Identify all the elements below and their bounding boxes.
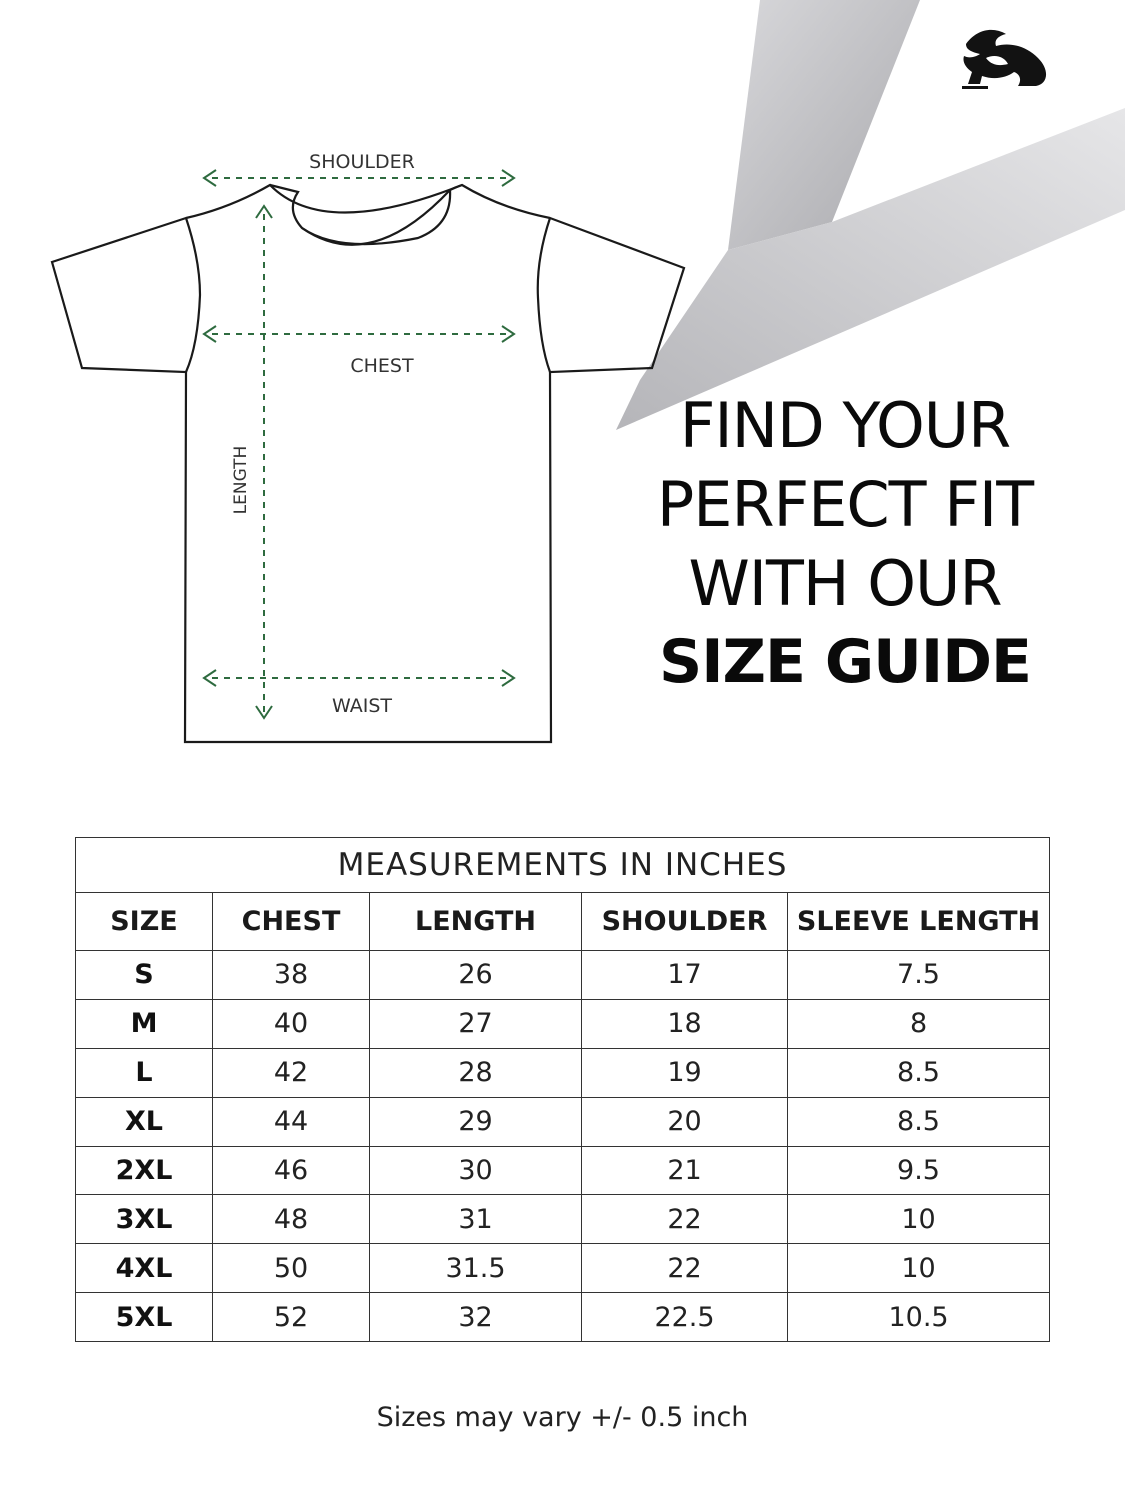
table-row [76,1146,1050,1195]
size-cell: 4XL [76,1244,213,1293]
length-cell: 31 [370,1195,582,1244]
shoulder-cell: 17 [582,951,788,1000]
tshirt-outline [52,185,684,742]
rabbit-logo-icon [958,24,1054,90]
chest-label: CHEST [350,355,414,377]
waist-label: WAIST [331,695,393,717]
headline-line-1: FIND YOUR [679,389,1011,462]
shoulder-cell: 22 [582,1195,788,1244]
length-cell: 32 [370,1293,582,1342]
sleeve-length-cell: 10 [788,1244,1050,1293]
shoulder-cell: 20 [582,1097,788,1146]
size-cell: 3XL [76,1195,213,1244]
headline [640,386,1050,702]
sleeve-length-cell: 10.5 [788,1293,1050,1342]
shoulder-cell: 18 [582,999,788,1048]
chest-cell: 52 [213,1293,370,1342]
size-chart-table [75,837,1050,1342]
chest-cell: 40 [213,999,370,1048]
length-cell: 29 [370,1097,582,1146]
shoulder-cell: 22.5 [582,1293,788,1342]
chest-cell: 46 [213,1146,370,1195]
chest-cell: 50 [213,1244,370,1293]
table-row [76,1244,1050,1293]
headline-line-2: PERFECT FIT [656,468,1034,541]
size-variance-note: Sizes may vary +/- 0.5 inch [376,1402,749,1433]
headline-line-4: SIZE GUIDE [658,627,1031,697]
size-cell: M [76,999,213,1048]
sleeve-length-cell: 8.5 [788,1097,1050,1146]
tshirt-diagram [40,130,700,760]
size-cell: XL [76,1097,213,1146]
shoulder-cell: 21 [582,1146,788,1195]
table-row [76,1195,1050,1244]
chest-cell: 38 [213,951,370,1000]
shoulder-label: SHOULDER [309,151,415,173]
length-cell: 28 [370,1048,582,1097]
sleeve-length-cell: 8 [788,999,1050,1048]
table-row [76,1293,1050,1342]
sleeve-length-cell: 7.5 [788,951,1050,1000]
chest-cell: 48 [213,1195,370,1244]
length-cell: 27 [370,999,582,1048]
table-header-row [76,893,1050,951]
sleeve-length-cell: 9.5 [788,1146,1050,1195]
table-row [76,1048,1050,1097]
shoulder-cell: 22 [582,1244,788,1293]
chest-cell: 42 [213,1048,370,1097]
sleeve-length-cell: 8.5 [788,1048,1050,1097]
size-cell: 5XL [76,1293,213,1342]
length-cell: 26 [370,951,582,1000]
table-row [76,1097,1050,1146]
length-cell: 31.5 [370,1244,582,1293]
measurement-arrows [204,170,514,718]
table-row [76,951,1050,1000]
header-shoulder: SHOULDER [582,893,788,951]
size-cell: 2XL [76,1146,213,1195]
sleeve-length-cell: 10 [788,1195,1050,1244]
chest-cell: 44 [213,1097,370,1146]
table-row [76,999,1050,1048]
header-chest: CHEST [213,893,370,951]
header-sleeve-length: SLEEVE LENGTH [788,893,1050,951]
size-cell: L [76,1048,213,1097]
header-length: LENGTH [370,893,582,951]
headline-line-3: WITH OUR [688,547,1002,620]
header-size: SIZE [76,893,213,951]
length-cell: 30 [370,1146,582,1195]
table-caption: MEASUREMENTS IN INCHES [76,838,1050,893]
size-cell: S [76,951,213,1000]
length-label: LENGTH [231,445,251,515]
shoulder-cell: 19 [582,1048,788,1097]
